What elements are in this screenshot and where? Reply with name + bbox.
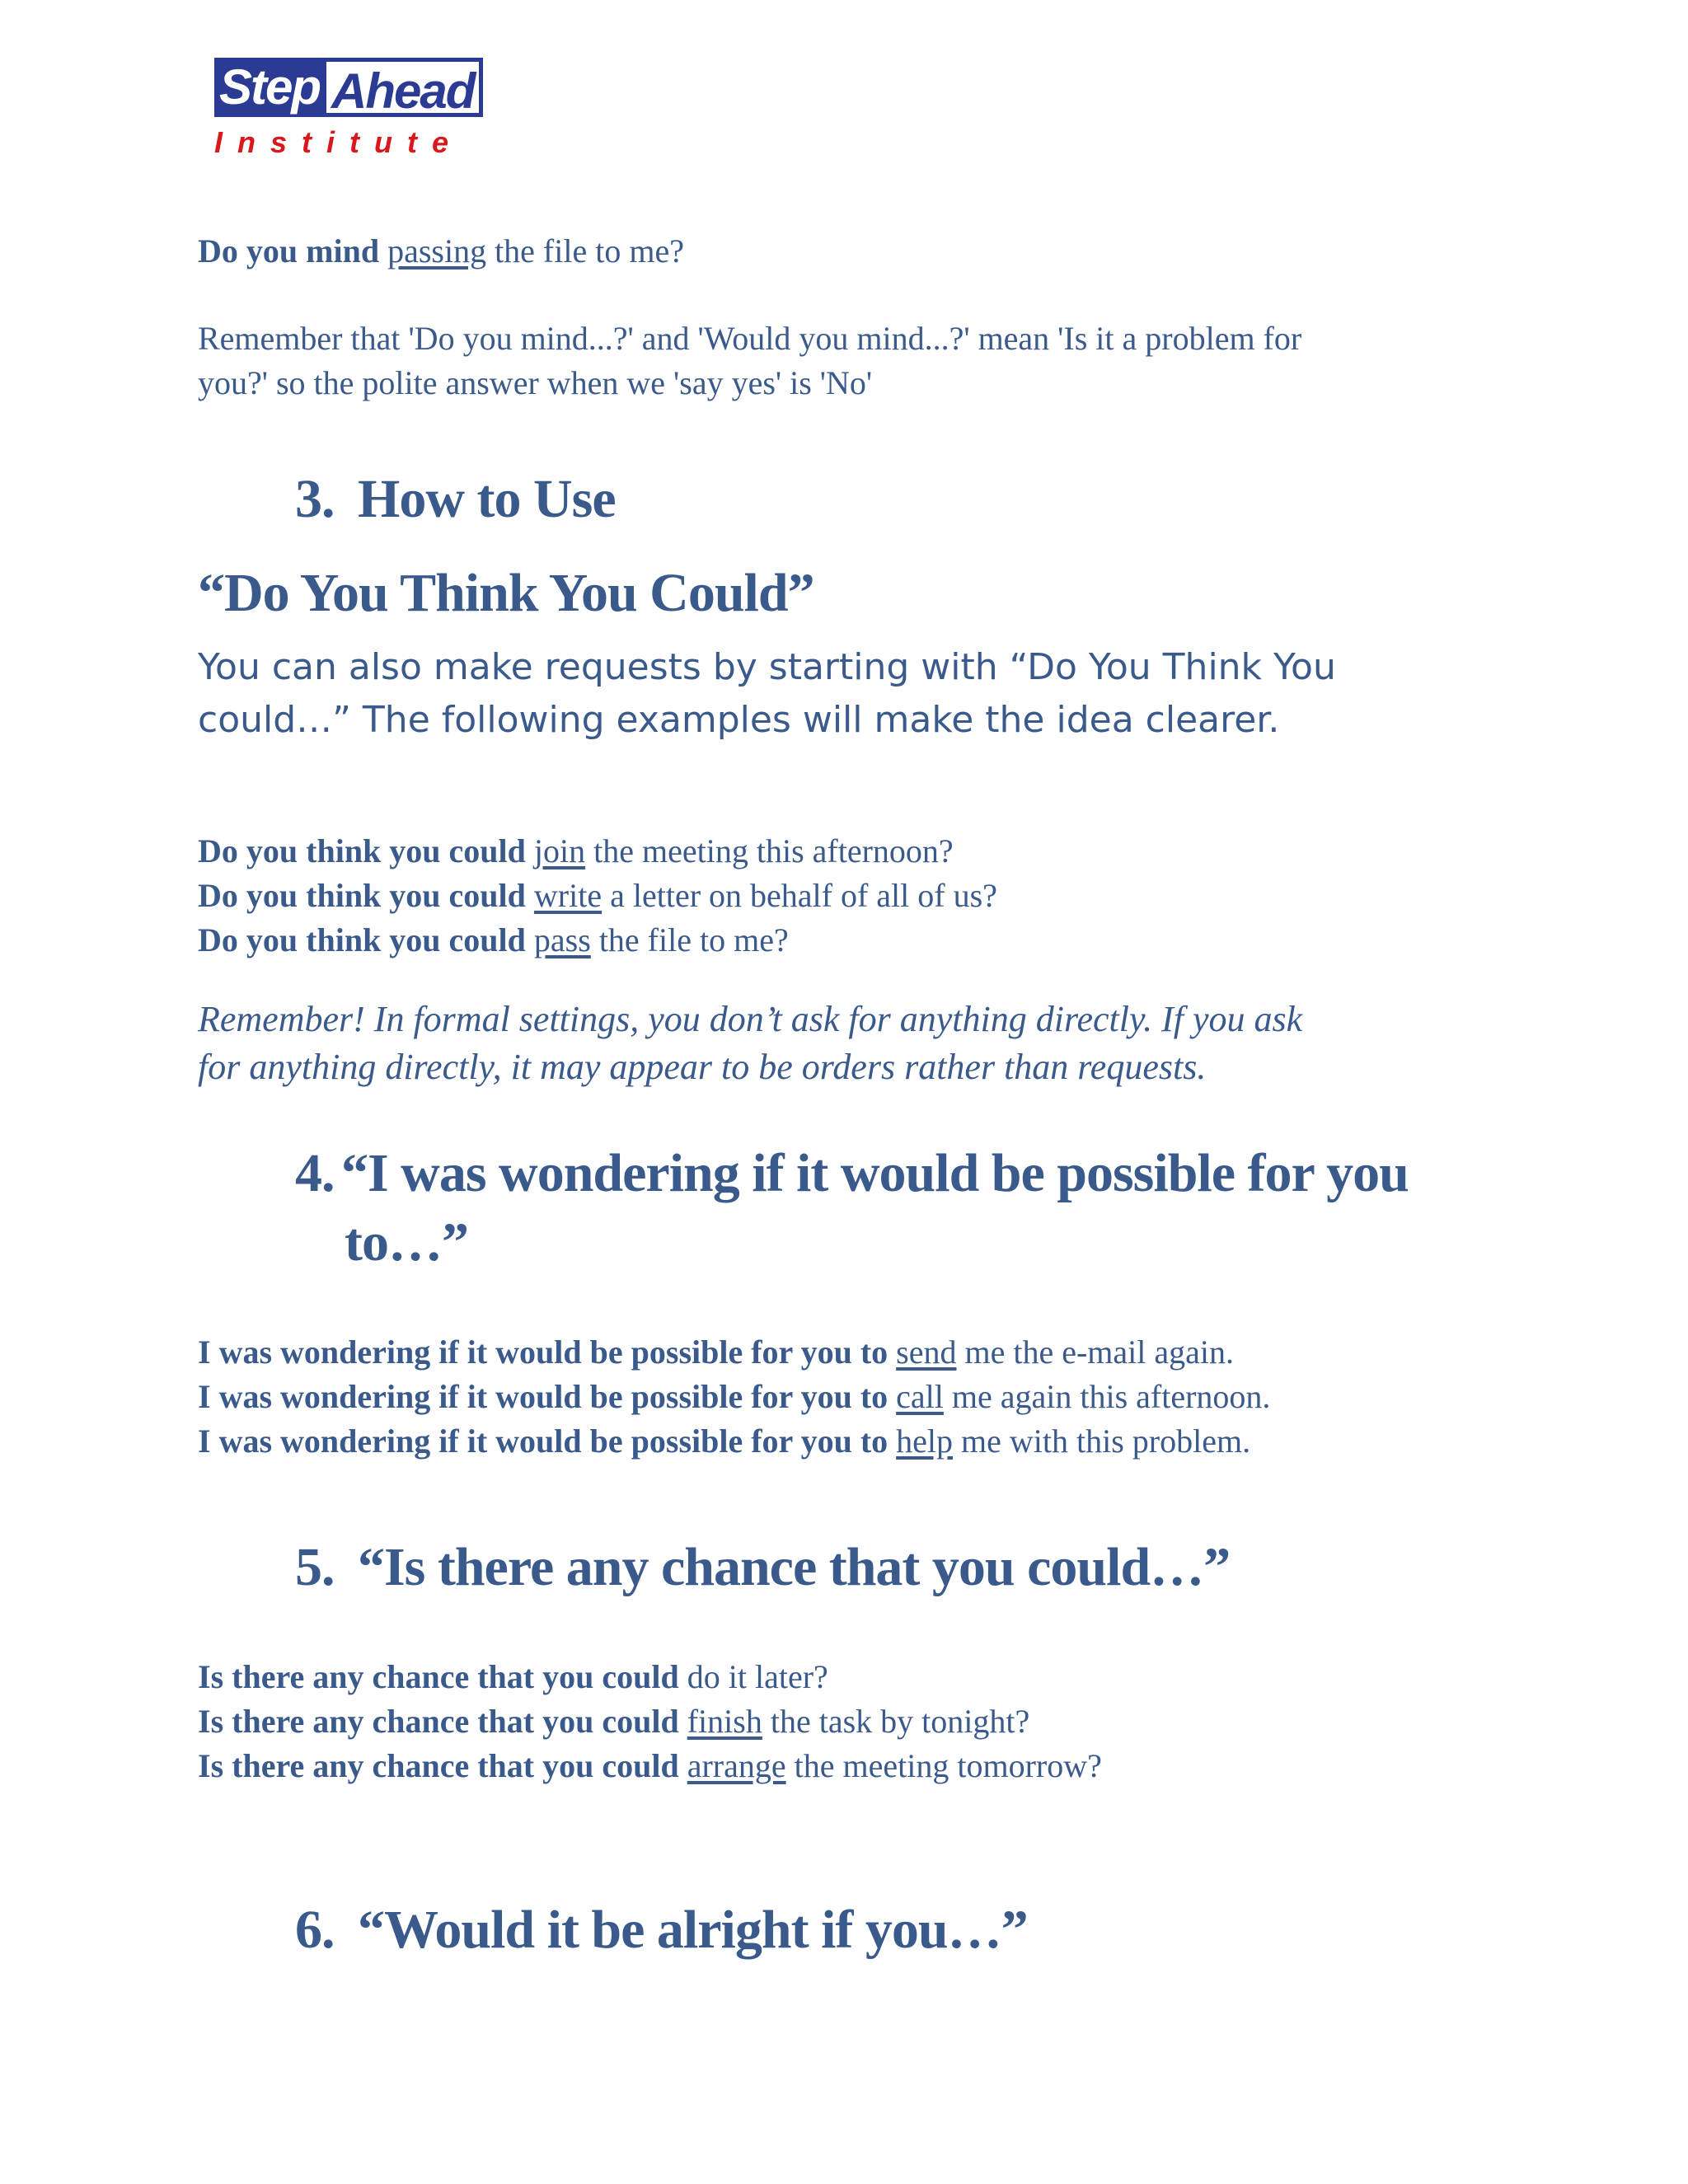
logo-wordmark — [214, 58, 483, 117]
example-bold: I was wondering if it would be possible for you to — [198, 1378, 889, 1415]
section-3-example — [198, 918, 789, 963]
section-4-example — [198, 1375, 1270, 1419]
step-ahead-logo — [214, 58, 511, 169]
section-6-number: 6. — [295, 1900, 335, 1960]
example-rest: me again this afternoon. — [951, 1378, 1271, 1415]
intro-remember-line-1: Remember that 'Do you mind...?' and 'Would you mind...?' mean 'Is it a problem for — [198, 320, 1302, 357]
section-5-number: 5. — [295, 1537, 335, 1597]
intro-example — [198, 229, 684, 274]
example-verb: help — [896, 1422, 954, 1460]
section-4-example — [198, 1330, 1234, 1375]
section-6-heading — [295, 1897, 1028, 1963]
example-bold: I was wondering if it would be possible for you to — [198, 1422, 889, 1460]
example-rest: the task by tonight? — [770, 1703, 1030, 1740]
intro-underlined: passing — [387, 232, 487, 269]
section-3-title: How to Use — [358, 469, 616, 529]
example-bold: Is there any chance that you could — [198, 1747, 679, 1784]
logo-step: Step — [214, 58, 326, 117]
section-5-example — [198, 1655, 828, 1699]
example-rest: me the e-mail again. — [964, 1333, 1235, 1371]
section-3-paragraph-line-2: could…” The following examples will make the idea clearer. — [198, 699, 1280, 741]
section-3-example — [198, 874, 997, 918]
section-4-title-line-1: “I was wondering if it would be possible for you — [341, 1143, 1409, 1203]
section-6-title: “Would it be alright if you…” — [358, 1900, 1028, 1960]
example-rest: me with this problem. — [961, 1422, 1251, 1460]
example-verb: call — [896, 1378, 944, 1415]
section-4-example — [198, 1419, 1250, 1464]
intro-bold: Do you mind — [198, 232, 380, 269]
example-bold: Is there any chance that you could — [198, 1658, 679, 1695]
example-bold: I was wondering if it would be possible for you to — [198, 1333, 889, 1371]
section-5-heading — [295, 1535, 1230, 1601]
example-verb: finish — [687, 1703, 762, 1740]
example-rest: a letter on behalf of all of us? — [610, 877, 997, 914]
intro-rest: the file to me? — [495, 232, 684, 269]
example-bold: Do you think you could — [198, 877, 526, 914]
section-4-number: 4. — [295, 1143, 335, 1203]
intro-remember-line-2: you?' so the polite answer when we 'say yes' is 'No' — [198, 364, 873, 401]
section-5-title: “Is there any chance that you could…” — [358, 1537, 1231, 1597]
section-4-title-line-2: to…” — [345, 1212, 468, 1272]
example-bold: Is there any chance that you could — [198, 1703, 679, 1740]
section-5-example — [198, 1744, 1102, 1788]
section-3-example — [198, 829, 954, 874]
logo-institute: Institute — [214, 125, 463, 159]
section-3-paragraph-line-1: You can also make requests by starting with “Do You Think You — [198, 646, 1336, 688]
example-verb: arrange — [687, 1747, 786, 1784]
example-rest: the meeting this afternoon? — [593, 832, 954, 869]
example-rest: do it later? — [687, 1658, 828, 1695]
example-rest: the meeting tomorrow? — [794, 1747, 1102, 1784]
example-verb: write — [533, 877, 603, 914]
section-5-example — [198, 1699, 1029, 1744]
section-3-number: 3. — [295, 469, 335, 529]
example-verb: send — [896, 1333, 957, 1371]
example-bold: Do you think you could — [198, 832, 526, 869]
logo-ahead: Ahead — [326, 58, 483, 117]
section-3-note-line-1: Remember! In formal settings, you don’t ask for anything directly. If you ask — [198, 999, 1303, 1039]
section-3-subtitle: “Do You Think You Could” — [198, 563, 814, 623]
example-bold: Do you think you could — [198, 921, 526, 958]
section-4-heading — [295, 1141, 1409, 1207]
example-rest: the file to me? — [598, 921, 789, 958]
example-verb: join — [533, 832, 586, 869]
section-3-heading — [295, 466, 616, 532]
section-3-note-line-2: for anything directly, it may appear to be orders rather than requests. — [198, 1047, 1207, 1087]
example-verb: pass — [533, 921, 591, 958]
